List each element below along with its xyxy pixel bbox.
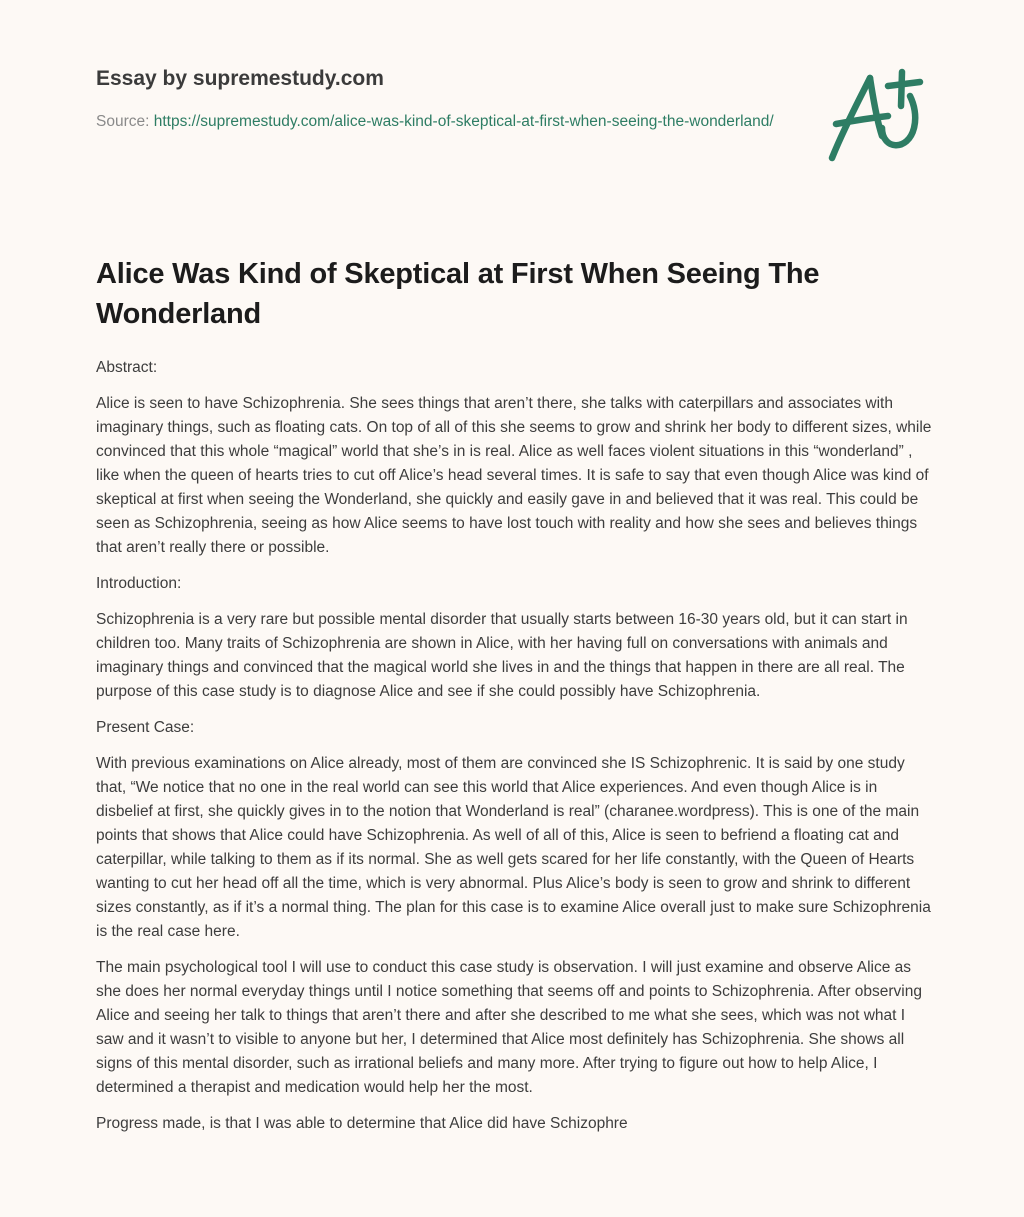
a-plus-grade-icon [822, 66, 932, 166]
source-link[interactable]: https://supremestudy.com/alice-was-kind-of-skeptical-at-first-when-seeing-the-wonderland/ [153, 113, 774, 130]
present-case-paragraph-1: With previous examinations on Alice already, most of them are convinced she IS Schizophrenic. It is said by one study that, “We notice that no one in the real world can see this world that Alice experiences. And even though Alice is in disbelief at first, she quickly gives in to the notion that Wonderland is real” (charanee.wordpress). This is one of the main points that shows that Alice could have Schizophrenia. As well of all of this, Alice is seen to befriend a floating cat and caterpillar, while talking to them as if its normal. She as well gets scared for her life constantly, with the Queen of Hearts wanting to cut her head off all the time, which is very abnormal. Plus Alice’s body is seen to grow and shrink to different sizes constantly, as if it’s a normal thing. The plan for this case is to examine Alice overall just to make sure Schizophrenia is the real case here. [96, 755, 931, 940]
present-case-paragraph-2: The main psychological tool I will use to conduct this case study is observation. I will just examine and observe Alice as she does her normal everyday things until I notice something that seems off and points to Schizophrenia. After observing Alice and seeing her talk to things that aren’t there and after she described to me what she sees, which was not what I saw and it wasn’t to visible to anyone but her, I determined that Alice most definitely has Schizophrenia. She shows all signs of this mental disorder, such as irrational beliefs and many more. After trying to figure out how to help Alice, I determined a therapist and medication would help her the most. [96, 959, 922, 1096]
essay-title: Alice Was Kind of Skeptical at First When Seeing The Wonderland [96, 258, 820, 330]
section-label-present-case: Present Case: [96, 719, 195, 736]
page-header [96, 64, 796, 134]
source-line [96, 110, 776, 134]
introduction-paragraph: Schizophrenia is a very rare but possible mental disorder that usually starts between 16-30 years old, but it can start in children too. Many traits of Schizophrenia are shown in Alice, with her having full on conversations with animals and imaginary things and convinced that the magical world she lives in and the things that happen in there are all real. The purpose of this case study is to diagnose Alice and see if she could possibly have Schizophrenia. [96, 611, 908, 700]
abstract-paragraph: Alice is seen to have Schizophrenia. She sees things that aren’t there, she talks with caterpillars and associates with imaginary things, such as floating cats. On top of all of this she seems to grow and shrink her body to different sizes, while convinced that this whole “magical” world that she’s in is real. Alice as well faces violent situations in this “wonderland” , like when the queen of hearts tries to cut off Alice’s head several times. It is safe to say that even though Alice was kind of skeptical at first when seeing the Wonderland, she quickly and easily gave in and believed that it was real. This could be seen as Schizophrenia, seeing as how Alice seems to have lost touch with reality and how she sees and believes things that aren’t really there or possible. [96, 395, 932, 556]
site-title: Essay by supremestudy.com [96, 67, 384, 90]
essay-content [96, 254, 932, 1148]
present-case-paragraph-3: Progress made, is that I was able to determine that Alice did have Schizophre [96, 1115, 628, 1132]
section-label-introduction: Introduction: [96, 575, 182, 592]
source-label: Source: [96, 113, 154, 130]
section-label-abstract: Abstract: [96, 359, 158, 376]
